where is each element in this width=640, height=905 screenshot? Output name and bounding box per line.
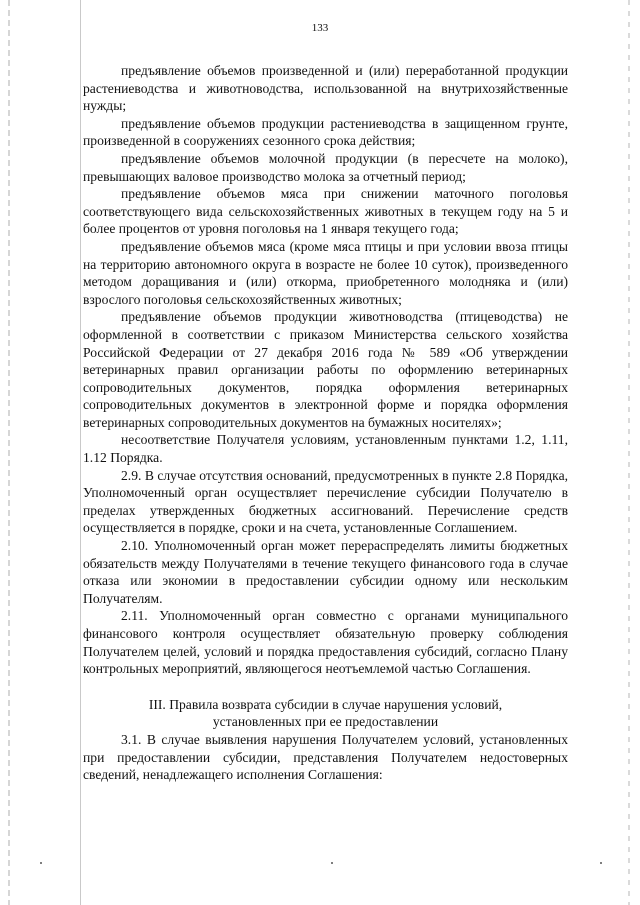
scan-edge-right (628, 0, 630, 905)
section-heading-line-2: установленных при ее предоставлении (212, 714, 439, 730)
section-heading (83, 696, 568, 731)
page-number: 133 (311, 22, 329, 34)
paragraph-2-9: 2.9. В случае отсутствия оснований, предусмотренных в пункте 2.8 Порядка, Уполномоченный орган осуществляет перечисление субсидии Получателю в пределах утвержденных бюджетных ассигнований. Перечисление средств осуществляется в порядке, сроки и на счета, установленные Соглашением. (83, 467, 568, 536)
paragraph: предъявление объемов произведенной и (или) переработанной продукции растениеводства и животноводства, использованной на внутрихозяйственные нужды; (83, 63, 568, 114)
scan-edge-left (8, 0, 10, 905)
paragraph: предъявление объемов продукции растениеводства в защищенном грунте, произведенной в сооружениях сезонного срока действия; (83, 115, 568, 149)
scan-speck (40, 862, 42, 864)
section-heading-line-1: III. Правила возврата субсидии в случае нарушения условий, (148, 696, 503, 712)
paragraph-2-10: 2.10. Уполномоченный орган может перераспределять лимиты бюджетных обязательств между Получателями в течение текущего финансового года в случае отказа или экономии в предоставлении субсидии одному или нескольким Получателям. (83, 538, 568, 606)
scan-speck (600, 862, 602, 864)
paragraph: предъявление объемов мяса при снижении маточного поголовья соответствующего вида сельскохозяйственных животных в текущем году на 5 и более процентов от уровня поголовья на 1 января текущего года; (83, 186, 568, 237)
paragraph-3-1: 3.1. В случае выявления нарушения Получателем условий, установленных при предоставлении субсидии, представления Получателем недостоверных сведений, ненадлежащего исполнения Соглашения: (83, 731, 568, 783)
scan-speck (331, 862, 333, 864)
paragraph: предъявление объемов мяса (кроме мяса птицы и при условии ввоза птицы на территорию автономного округа в возрасте не более 10 суток), произведенного методом доращивания и (или) откорма, приобретенного молодняка и (или) взрослого поголовья сельскохозяйственных животных; (83, 238, 568, 307)
paragraph: предъявление объемов молочной продукции (в пересчете на молоко), превышающих валовое производство молока за отчетный период; (83, 150, 568, 184)
document-body (83, 62, 568, 784)
paragraph: несоответствие Получателя условиям, установленным пунктами 1.2, 1.11, 1.12 Порядка. (83, 432, 568, 466)
paragraph: предъявление объемов продукции животноводства (птицеводства) не оформленной в соответствии с приказом Министерства сельского хозяйства Российской Федерации от 27 декабря 2016 года № 589 «Об утверждении ветеринарных правил организации работы по оформлению ветеринарных сопроводительных документов, порядка оформления ветеринарных сопроводительных документов в электронной форме и порядка оформления ветеринарных сопроводительных документов на бумажных носителях»; (83, 309, 568, 430)
binding-margin-line (80, 0, 81, 905)
paragraph-2-11: 2.11. Уполномоченный орган совместно с органами муниципального финансового контроля осуществляет обязательную проверку соблюдения Получателем целей, условий и порядка предоставления субсидий, согласно Плану контрольных мероприятий, являющегося неотъемлемой частью Соглашения. (83, 608, 568, 677)
